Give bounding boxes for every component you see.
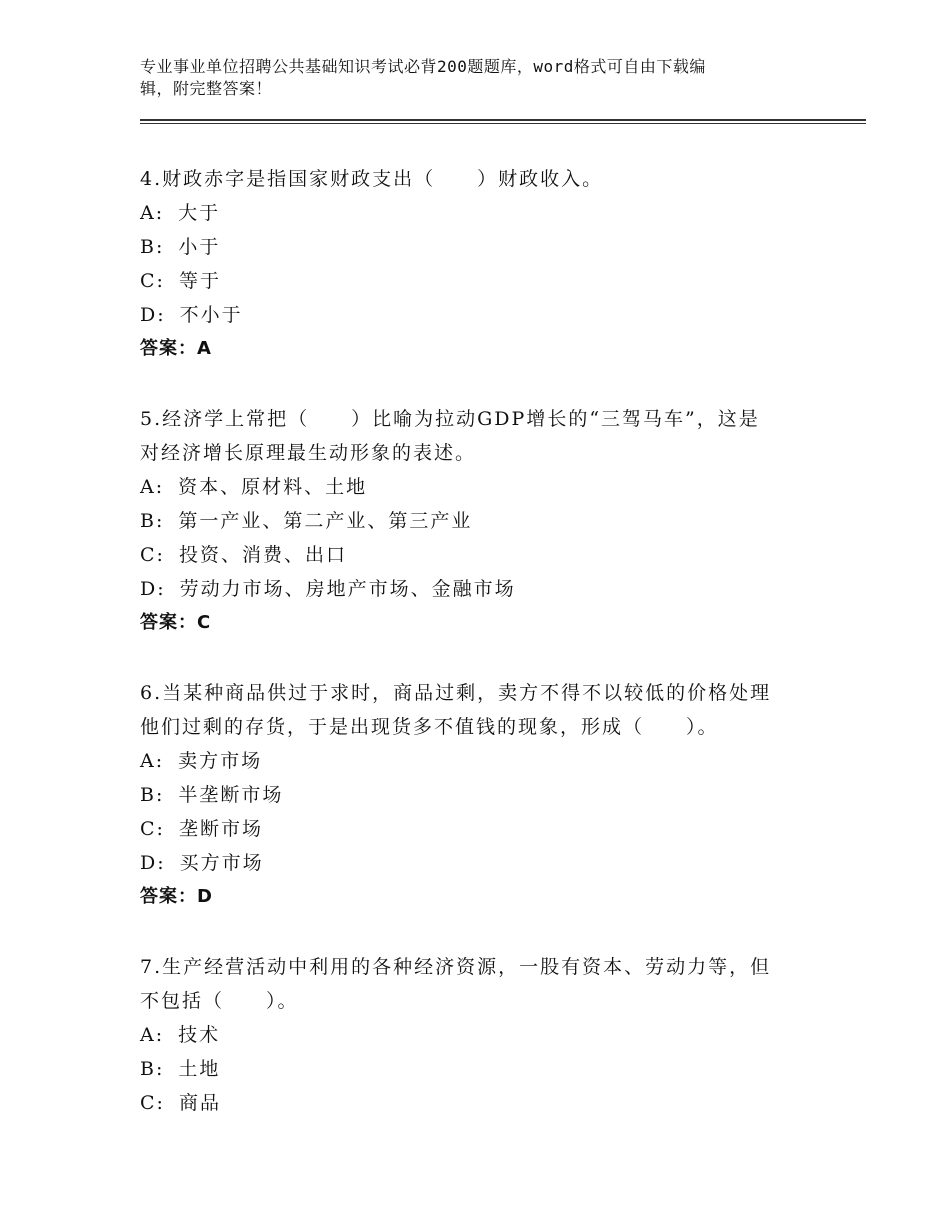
question-stem: 5.经济学上常把（ ）比喻为拉动GDP增长的“三驾马车”，这是: [140, 408, 760, 430]
option-key: A:: [140, 476, 165, 498]
document-header: [140, 56, 840, 100]
option-text: 资本、原材料、土地: [178, 476, 368, 498]
option-text: 第一产业、第二产业、第三产业: [178, 510, 473, 532]
question-stem: 他们过剩的存货，于是出现货多不值钱的现象，形成（ ）。: [140, 716, 719, 738]
option-text: 劳动力市场、房地产市场、金融市场: [179, 578, 516, 600]
question-stem: 不包括（ ）。: [140, 990, 299, 1012]
answer-option: [140, 470, 820, 504]
answer-line: 答案：C: [140, 612, 212, 633]
question-block: [140, 402, 820, 640]
option-key: A:: [140, 202, 165, 224]
question-list: [140, 162, 820, 1156]
answer-option: [140, 778, 820, 812]
option-key: B:: [140, 784, 165, 806]
option-text: 土地: [178, 1058, 221, 1080]
option-key: A:: [140, 750, 165, 772]
answer-option: [140, 572, 820, 606]
option-text: 技术: [178, 1024, 221, 1046]
answer-option: [140, 298, 820, 332]
header-line: 辑，附完整答案！: [140, 79, 273, 98]
option-key: C:: [140, 1092, 165, 1114]
answer-option: [140, 744, 820, 778]
option-key: B:: [140, 510, 165, 532]
answer-option: [140, 264, 820, 298]
option-key: C:: [140, 544, 165, 566]
answer-option: [140, 196, 820, 230]
question-stem: 对经济增长原理最生动形象的表述。: [140, 442, 477, 464]
option-key: D:: [140, 578, 166, 600]
option-key: A:: [140, 1024, 165, 1046]
answer-option: [140, 1052, 820, 1086]
option-text: 垄断市场: [178, 818, 263, 840]
answer-option: [140, 504, 820, 538]
question-block: [140, 950, 820, 1120]
answer-option: [140, 812, 820, 846]
question-stem: 7.生产经营活动中利用的各种经济资源，一股有资本、劳动力等，但: [140, 956, 772, 978]
option-key: D:: [140, 852, 166, 874]
option-text: 商品: [178, 1092, 221, 1114]
answer-option: [140, 1086, 820, 1120]
answer-option: [140, 846, 820, 880]
answer-option: [140, 230, 820, 264]
option-key: B:: [140, 1058, 165, 1080]
option-text: 等于: [178, 270, 221, 292]
question-block: [140, 676, 820, 914]
answer-option: [140, 1018, 820, 1052]
header-divider: [140, 119, 866, 121]
option-text: 卖方市场: [178, 750, 263, 772]
option-key: C:: [140, 270, 165, 292]
answer-line: 答案：A: [140, 338, 212, 359]
question-block: [140, 162, 820, 366]
question-stem: 4.财政赤字是指国家财政支出（ ）财政收入。: [140, 168, 604, 190]
option-text: 不小于: [179, 304, 243, 326]
answer-line: 答案：D: [140, 886, 213, 907]
option-key: B:: [140, 236, 165, 258]
question-stem: 6.当某种商品供过于求时，商品过剩，卖方不得不以较低的价格处理: [140, 682, 772, 704]
option-key: C:: [140, 818, 165, 840]
option-text: 小于: [178, 236, 221, 258]
option-key: D:: [140, 304, 166, 326]
header-line: 专业事业单位招聘公共基础知识考试必背200题题库，word格式可自由下载编: [140, 57, 706, 76]
option-text: 大于: [178, 202, 221, 224]
answer-option: [140, 538, 820, 572]
option-text: 半垄断市场: [178, 784, 284, 806]
option-text: 买方市场: [179, 852, 264, 874]
option-text: 投资、消费、出口: [178, 544, 347, 566]
header-divider: [140, 123, 866, 124]
